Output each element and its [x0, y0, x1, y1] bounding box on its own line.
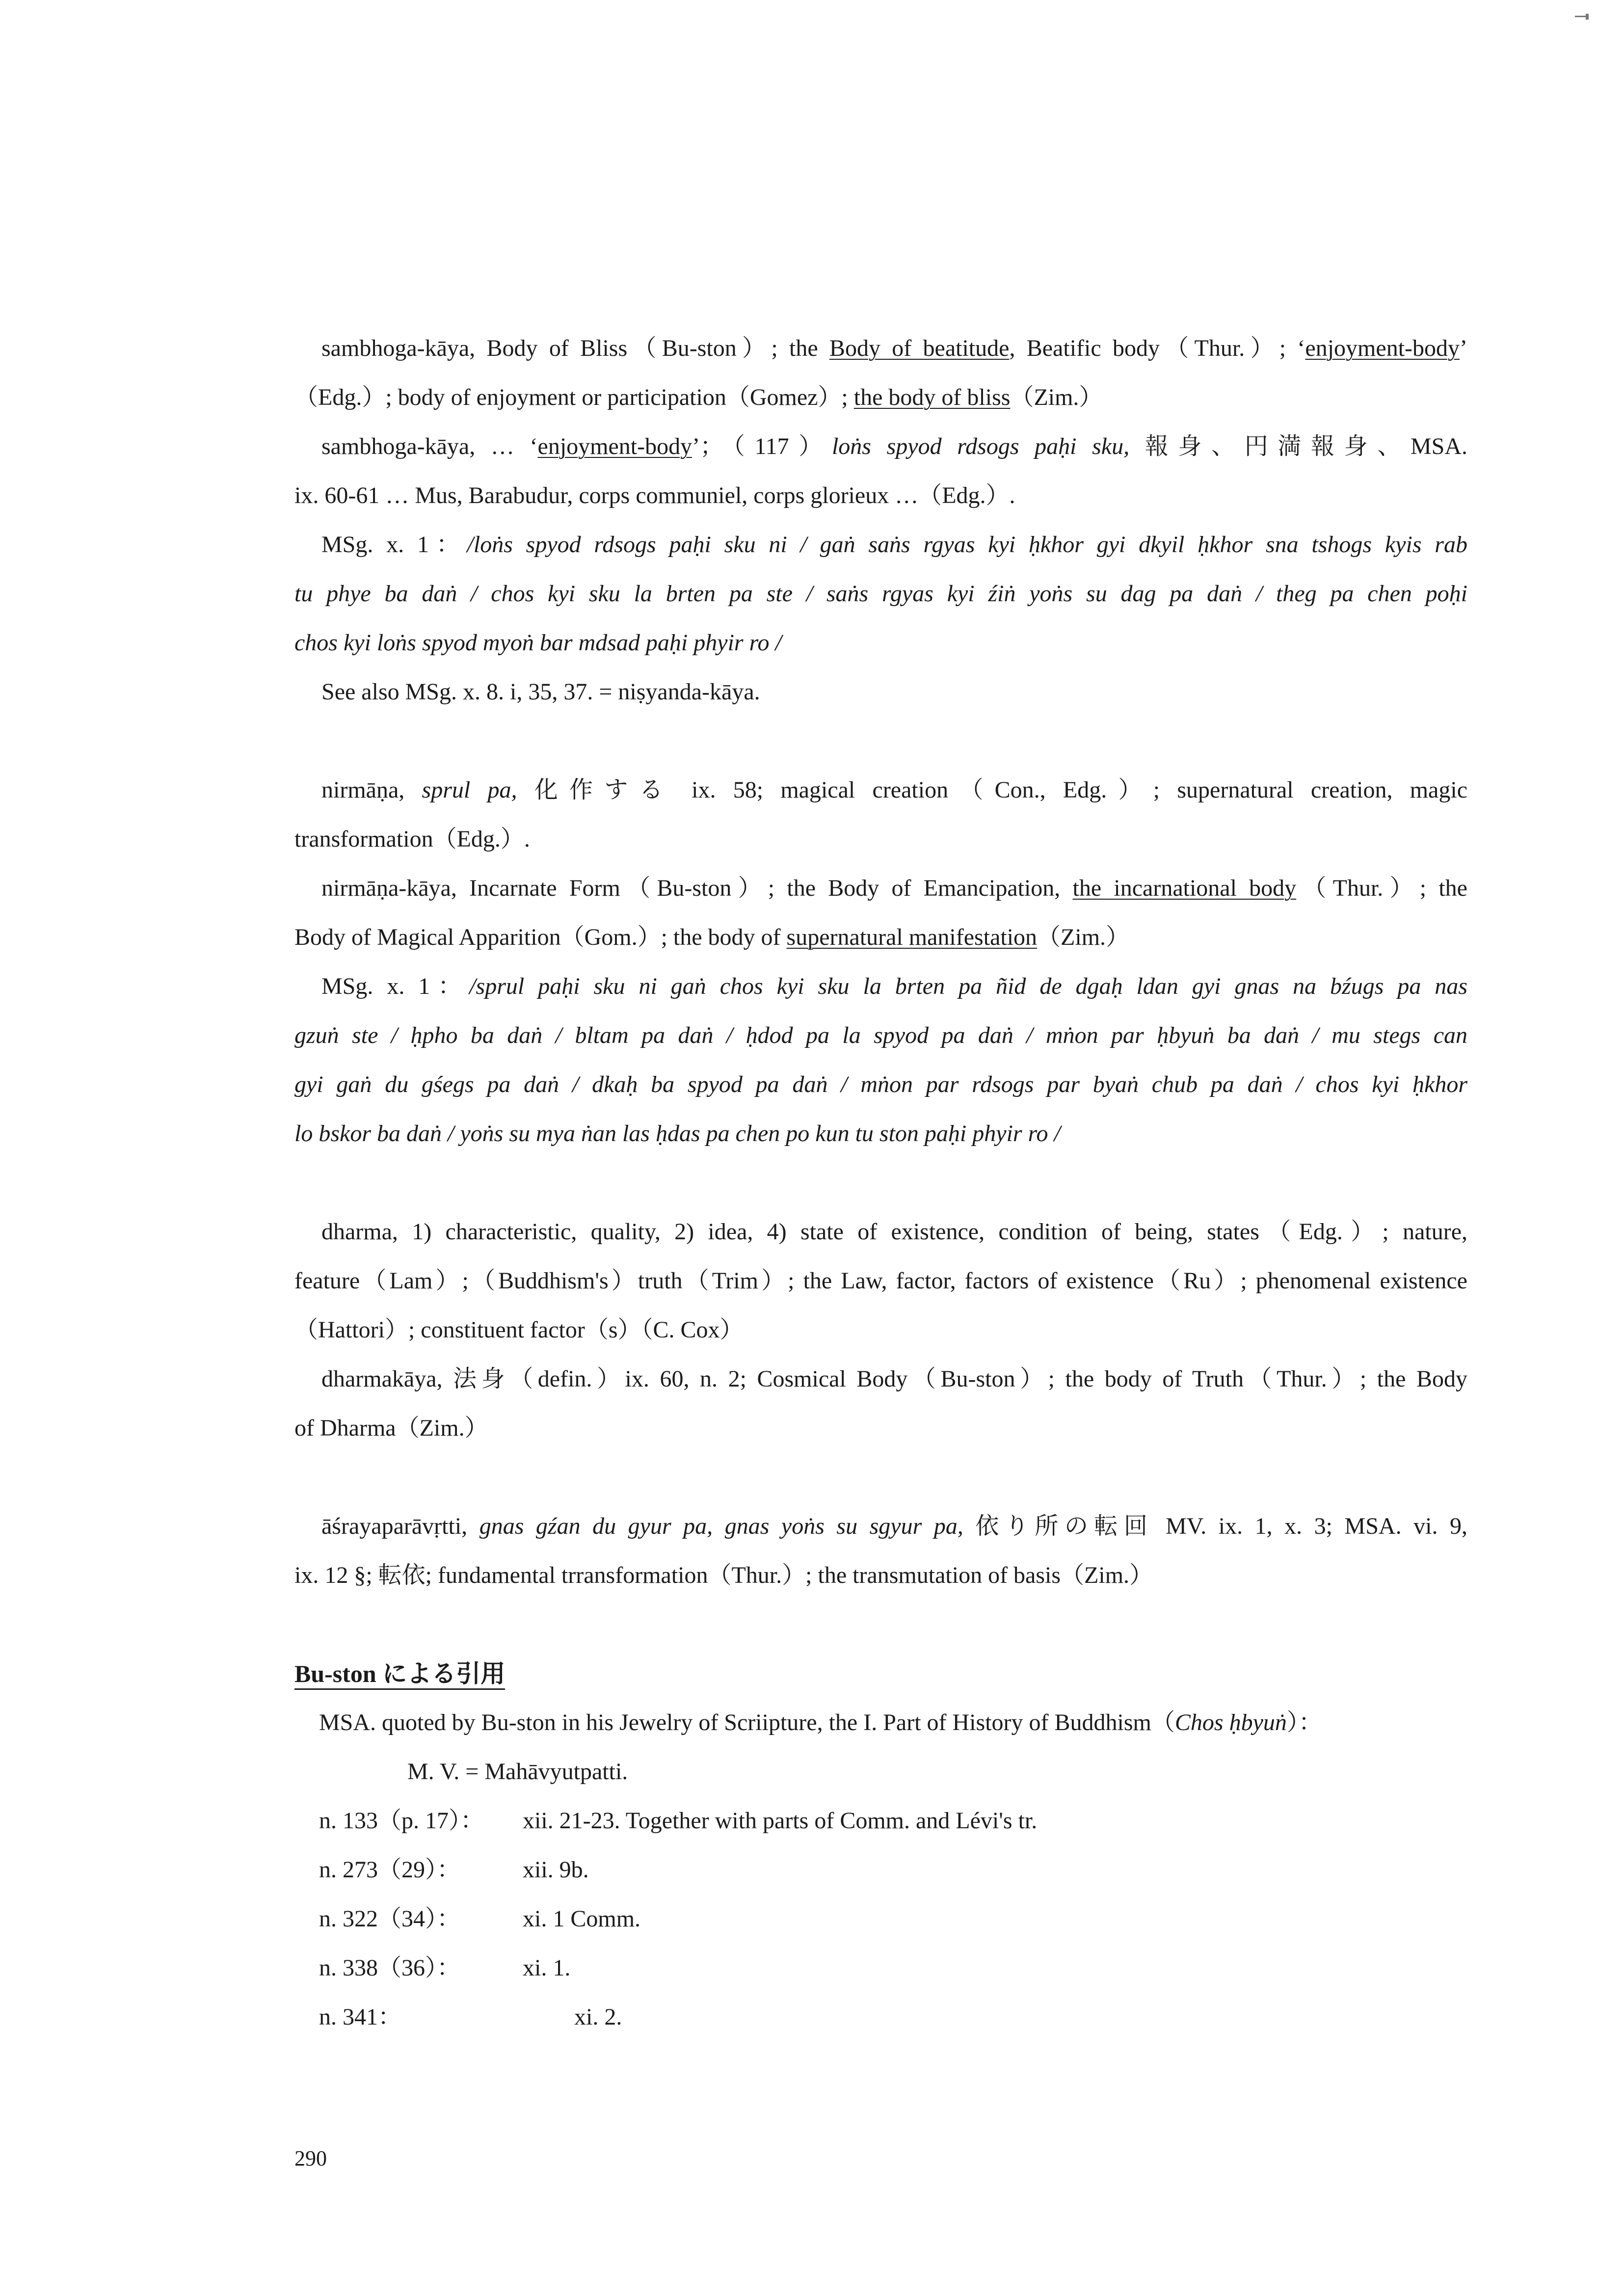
section-heading: Bu-ston による引用	[294, 1659, 505, 1688]
reference-note: n. 322（34）：	[319, 1906, 461, 1932]
buston-intro: MSA. quoted by Bu-ston in his Jewelry of Scriipture, the I. Part of History of Buddhism（Chos ḥbyuṅ）：	[319, 1709, 1322, 1735]
entry-line: feature（Lam）;（Buddhism's）truth（Trim）; the Law, factor, factors of existence（Ru）; phenomenal existence	[294, 1268, 1467, 1294]
entry-line: nirmāṇa, sprul pa, 化作する ix. 58; magical creation（Con., Edg.）; supernatural creation, magic	[321, 777, 1467, 803]
reference-note: n. 338（36）：	[319, 1955, 461, 1981]
entry-line: gyi gaṅ du gśegs pa daṅ / dkaḥ ba spyod pa daṅ / mṅon par rdsogs par byaṅ chub pa daṅ / chos kyi ḥkhor	[294, 1071, 1467, 1097]
entry-line: MSg. x. 1：/sprul paḥi sku ni gaṅ chos kyi sku la brten pa ñid de dgaḥ ldan gyi gnas na bźugs pa nas	[321, 973, 1467, 999]
entry-line: āśrayaparāvṛtti, gnas gźan du gyur pa, gnas yoṅs su sgyur pa, 依り所の転回 MV. ix. 1, x. 3; MSA. vi. 9,	[321, 1513, 1467, 1539]
entry-line: gzuṅ ste / ḥpho ba daṅ / bltam pa daṅ / ḥdod pa la spyod pa daṅ / mṅon par ḥbyuṅ ba daṅ / mu stegs can	[294, 1022, 1467, 1048]
entry-line: sambhoga-kāya, … ‘enjoyment-body’；（117）loṅs spyod rdsogs paḥi sku, 報身、円満報身、MSA.	[321, 433, 1468, 459]
reference-value: xi. 1.	[523, 1955, 571, 1981]
entry-line: chos kyi loṅs spyod myoṅ bar mdsad paḥi phyir ro /	[294, 630, 782, 656]
reference-value: xi. 2.	[574, 2004, 622, 2030]
entry-line: nirmāṇa-kāya, Incarnate Form（Bu-ston）; the Body of Emancipation, the incarnational body（Thur.）; the	[321, 875, 1467, 901]
entry-line: See also MSg. x. 8. i, 35, 37. = niṣyanda-kāya.	[321, 679, 760, 705]
entry-line: of Dharma（Zim.）	[294, 1415, 488, 1441]
reference-note: n. 273（29）：	[319, 1857, 461, 1883]
entry-line: dharma, 1) characteristic, quality, 2) idea, 4) state of existence, condition of being, states（Edg.）; nature,	[321, 1219, 1467, 1245]
entry-line: MSg. x. 1：/loṅs spyod rdsogs paḥi sku ni / gaṅ saṅs rgyas kyi ḥkhor gyi dkyil ḥkhor sna tshogs kyis rab	[321, 532, 1467, 558]
reference-value: xi. 1 Comm.	[523, 1906, 641, 1932]
reference-note: n. 341：	[319, 2004, 402, 2030]
reference-value: xii. 21-23. Together with parts of Comm. and Lévi's tr.	[523, 1808, 1038, 1834]
entry-line: （Hattori）; constituent factor（s）（C. Cox）	[294, 1317, 744, 1343]
entry-line: transformation（Edg.）.	[294, 826, 530, 852]
reference-note: n. 133（p. 17）：	[319, 1808, 484, 1834]
entry-line: lo bskor ba daṅ / yoṅs su mya ṅan las ḥdas pa chen po kun tu ston paḥi phyir ro /	[294, 1121, 1061, 1147]
entry-line: ix. 12 §; 転依; fundamental trransformation（Thur.）; the transmutation of basis（Zim.）	[294, 1562, 1153, 1588]
entry-line: sambhoga-kāya, Body of Bliss（Bu-ston）; the Body of beatitude, Beatific body（Thur.）; ‘enjoyment-body’	[321, 335, 1467, 361]
corner-mark-icon	[1575, 14, 1589, 21]
entry-line: ix. 60-61 … Mus, Barabudur, corps communiel, corps glorieux …（Edg.）.	[294, 482, 1015, 508]
reference-value: xii. 9b.	[523, 1857, 589, 1883]
entry-line: dharmakāya, 法身（defin.）ix. 60, n. 2; Cosmical Body（Bu-ston）; the body of Truth（Thur.）; the Body	[321, 1366, 1467, 1392]
page-number: 290	[294, 2146, 327, 2170]
entry-line: （Edg.）; body of enjoyment or participation（Gomez）; the body of bliss（Zim.）	[294, 384, 1103, 410]
entry-line: Body of Magical Apparition（Gom.）; the body of supernatural manifestation（Zim.）	[294, 924, 1130, 950]
entry-line: tu phye ba daṅ / chos kyi sku la brten pa ste / saṅs rgyas kyi źiṅ yoṅs su dag pa daṅ / theg pa chen poḥi	[294, 581, 1467, 607]
mv-abbreviation: M. V. = Mahāvyutpatti.	[407, 1759, 628, 1785]
